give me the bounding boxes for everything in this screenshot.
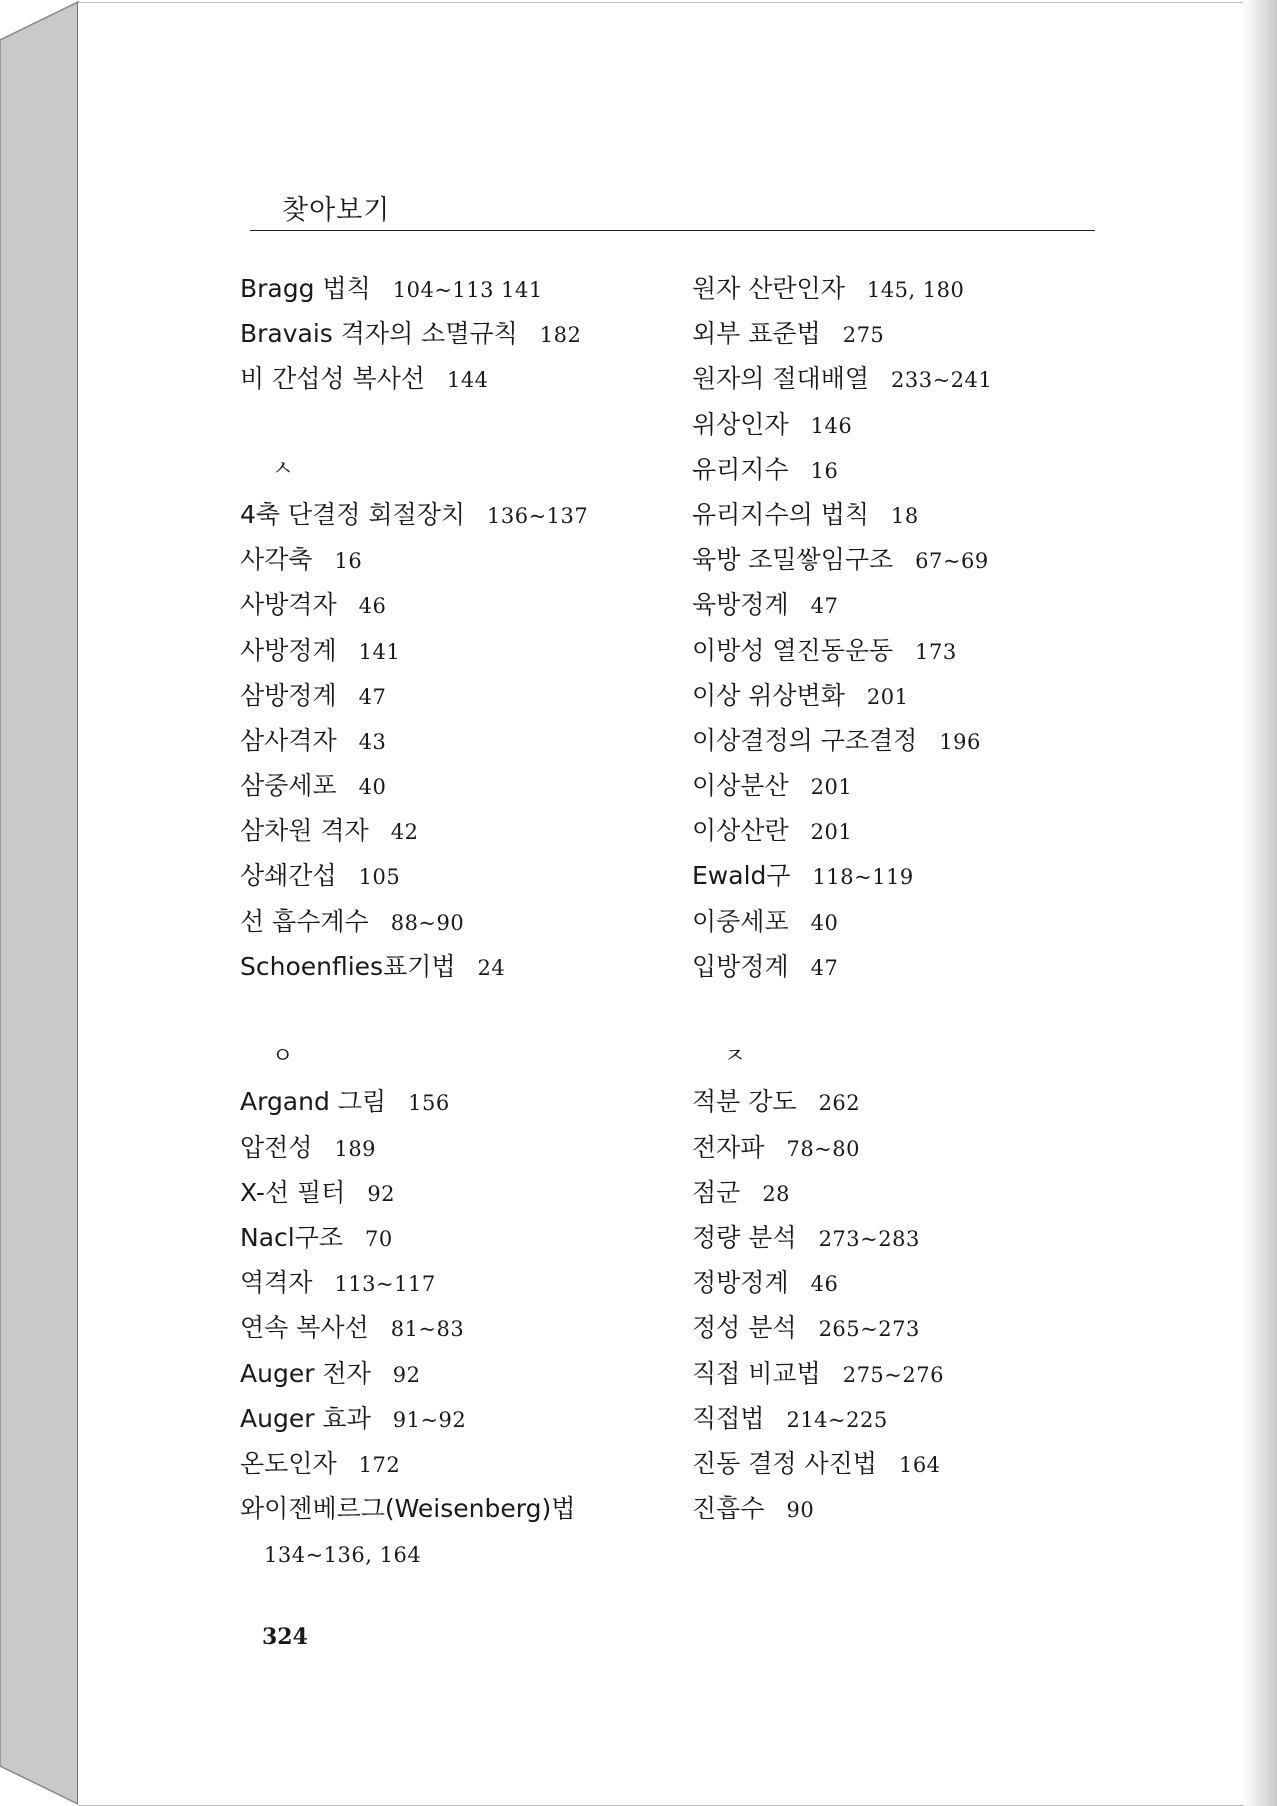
index-term: 육방 조밀쌓임구조 (692, 545, 894, 575)
index-term: 와이젠베르그(Weisenberg)법 (240, 1494, 576, 1524)
index-term: 4축 단결정 회절장치 (240, 499, 465, 529)
index-term: 압전성 (240, 1132, 313, 1162)
index-page-refs: 275 (842, 323, 885, 348)
index-term: 원자 산란인자 (692, 274, 845, 303)
index-entry (240, 853, 660, 898)
index-term: 진동 결정 사진법 (692, 1448, 877, 1478)
index-page-refs: 104~113 141 (392, 278, 543, 302)
index-term: 삼중세포 (240, 771, 337, 801)
index-entry (692, 1305, 1112, 1350)
index-page-refs: 70 (365, 1226, 393, 1251)
index-term: 비 간섭성 복사선 (240, 364, 425, 394)
index-page-refs: 214~225 (786, 1407, 888, 1432)
index-entry (240, 1260, 660, 1305)
index-term: 상쇄간섭 (240, 861, 337, 891)
index-page-refs: 172 (358, 1452, 401, 1477)
index-entry (240, 492, 660, 537)
index-entry (692, 673, 1112, 718)
index-page-refs: 47 (810, 955, 839, 980)
index-term: 외부 표준법 (692, 319, 821, 349)
section-gap (692, 989, 1112, 1034)
index-page-refs: 47 (358, 684, 387, 709)
index-term: 위상인자 (692, 409, 789, 439)
index-term: Schoenflies표기법 (240, 951, 456, 981)
index-page-refs: 16 (810, 458, 839, 483)
index-page-refs: 40 (810, 910, 839, 935)
index-entry (692, 944, 1112, 989)
page-header-title: 찾아보기 (282, 195, 391, 226)
index-entry (240, 582, 660, 627)
index-page-refs: 43 (358, 729, 387, 754)
index-entry (692, 808, 1112, 853)
index-term: 이상결정의 구조결정 (692, 725, 918, 755)
page-edge-shadow (1243, 0, 1277, 1806)
index-term: 점군 (692, 1177, 741, 1207)
index-term: Ewald구 (692, 861, 791, 891)
index-entry (240, 763, 660, 808)
index-entry (692, 582, 1112, 627)
index-page-refs: 92 (392, 1362, 421, 1387)
index-page-refs: 67~69 (915, 549, 989, 574)
index-page-refs: 173 (915, 639, 957, 664)
index-term: 원자의 절대배열 (692, 364, 869, 394)
index-term: 정성 분석 (692, 1313, 797, 1343)
index-entry (692, 1215, 1112, 1260)
index-page-refs: 144 (446, 368, 489, 393)
index-term: 이방성 열진동운동 (692, 635, 894, 665)
index-page-refs: 46 (358, 594, 387, 619)
index-term: 유리지수 (692, 454, 789, 484)
index-page-refs: 47 (810, 594, 839, 619)
index-page-refs: 40 (358, 775, 387, 800)
index-entry (692, 1441, 1112, 1486)
index-term: 직접법 (692, 1403, 765, 1433)
index-entry (692, 1260, 1112, 1305)
index-term: Auger 효과 (240, 1403, 371, 1433)
index-entry (692, 628, 1112, 673)
index-term: 입방정계 (692, 951, 789, 981)
index-term: 선 흡수계수 (240, 906, 369, 936)
index-page-refs: 275~276 (842, 1362, 944, 1387)
index-page-refs: 16 (334, 549, 363, 574)
index-entry (240, 673, 660, 718)
index-term: 진흡수 (692, 1494, 765, 1524)
index-entry (692, 1125, 1112, 1170)
index-page-refs: 134~136, 164 (264, 1543, 422, 1568)
index-page-refs: 46 (810, 1272, 839, 1297)
section-gap (240, 402, 660, 447)
index-entry (692, 492, 1112, 537)
index-term: Argand 그림 (240, 1087, 387, 1117)
header-rule (250, 230, 1095, 231)
index-entry (240, 1531, 660, 1576)
index-page-refs: 92 (367, 1181, 396, 1206)
index-term: 사각축 (240, 545, 313, 575)
index-page-refs: 141 (358, 639, 401, 664)
index-section-heading: ㅅ (272, 456, 294, 482)
index-page-refs: 156 (408, 1091, 450, 1116)
index-term: Nacl구조 (240, 1222, 344, 1252)
index-page-refs: 145, 180 (866, 278, 965, 302)
index-term: X-선 필터 (240, 1177, 346, 1207)
index-page-refs: 42 (390, 820, 419, 845)
index-entry (692, 1486, 1112, 1531)
index-entry (692, 1079, 1112, 1124)
index-entry (692, 1170, 1112, 1215)
index-entry (240, 1215, 660, 1260)
index-term: 이상 위상변화 (692, 680, 845, 710)
index-page-refs: 81~83 (390, 1317, 465, 1342)
index-entry (692, 899, 1112, 944)
index-entry (692, 402, 1112, 447)
index-term: 연속 복사선 (240, 1313, 369, 1343)
index-entry (240, 311, 660, 356)
index-entry (692, 718, 1112, 763)
index-entry (692, 1396, 1112, 1441)
index-column-left (240, 266, 660, 1576)
index-entry (240, 1486, 660, 1531)
index-page-refs: 262 (818, 1091, 861, 1116)
index-entry (240, 1351, 660, 1396)
index-entry (240, 537, 660, 582)
index-entry (692, 447, 1112, 492)
index-entry (692, 763, 1112, 808)
index-term: 전자파 (692, 1132, 765, 1162)
index-entry (692, 311, 1112, 356)
index-page-refs: 201 (810, 820, 853, 845)
index-entry (240, 356, 660, 401)
index-page-refs: 113~117 (334, 1272, 436, 1297)
index-page-refs: 196 (939, 729, 981, 754)
index-entry (692, 1351, 1112, 1396)
index-term: Bravais 격자의 소멸규칙 (240, 319, 518, 349)
index-column-right (692, 266, 1112, 1531)
index-entry (240, 899, 660, 944)
index-term: 삼방정계 (240, 680, 337, 710)
index-entry (240, 1305, 660, 1350)
index-term: 사방정계 (240, 635, 337, 665)
index-entry (692, 537, 1112, 582)
index-term: Auger 전자 (240, 1358, 371, 1388)
section-gap (240, 989, 660, 1034)
index-page-refs: 118~119 (812, 865, 914, 890)
index-term: 이상분산 (692, 771, 789, 801)
index-term: Bragg 법칙 (240, 274, 371, 303)
index-page-refs: 18 (891, 503, 919, 528)
index-page-refs: 24 (477, 955, 506, 980)
index-entry (692, 356, 1112, 401)
book-spine (0, 0, 80, 1806)
index-term: 육방정계 (692, 590, 789, 620)
index-section-heading: ㅈ (724, 1044, 746, 1070)
page-number: 324 (262, 1624, 308, 1650)
index-entry (240, 1125, 660, 1170)
index-page-refs: 136~137 (487, 503, 589, 528)
index-entry (240, 266, 660, 311)
index-page-refs: 182 (539, 323, 582, 348)
index-entry (240, 1441, 660, 1486)
index-term: 정방정계 (692, 1268, 789, 1298)
index-page-refs: 28 (762, 1181, 791, 1206)
index-term: 유리지수의 법칙 (692, 499, 869, 529)
index-page-refs: 88~90 (390, 910, 465, 935)
index-term: 정량 분석 (692, 1222, 797, 1252)
index-term: 온도인자 (240, 1448, 337, 1478)
index-term: 적분 강도 (692, 1087, 797, 1117)
index-entry (240, 808, 660, 853)
index-term: 역격자 (240, 1268, 313, 1298)
index-page-refs: 265~273 (818, 1317, 920, 1342)
index-entry (240, 944, 660, 989)
index-page-refs: 78~80 (786, 1136, 860, 1161)
index-page-refs: 91~92 (392, 1407, 467, 1432)
index-entry (240, 718, 660, 763)
index-page-refs: 189 (334, 1136, 377, 1161)
index-term: 이중세포 (692, 906, 789, 936)
index-entry (240, 1079, 660, 1124)
index-page-refs: 273~283 (818, 1226, 920, 1251)
index-page-refs: 164 (898, 1452, 941, 1477)
index-entry (240, 1396, 660, 1441)
index-term: 이상산란 (692, 816, 789, 846)
index-term: 삼사격자 (240, 725, 337, 755)
index-term: 삼차원 격자 (240, 816, 369, 846)
index-page-refs: 201 (866, 684, 909, 709)
index-entry (692, 853, 1112, 898)
index-entry (240, 1170, 660, 1215)
index-term: 사방격자 (240, 590, 337, 620)
index-page-refs: 90 (786, 1498, 815, 1523)
index-page-refs: 233~241 (891, 368, 993, 393)
index-page-refs: 201 (810, 775, 853, 800)
index-section-heading: ㅇ (272, 1044, 294, 1070)
index-page-refs: 146 (810, 413, 853, 438)
index-entry (692, 266, 1112, 311)
index-page-refs: 105 (358, 865, 401, 890)
index-term: 직접 비교법 (692, 1358, 821, 1388)
index-entry (240, 628, 660, 673)
